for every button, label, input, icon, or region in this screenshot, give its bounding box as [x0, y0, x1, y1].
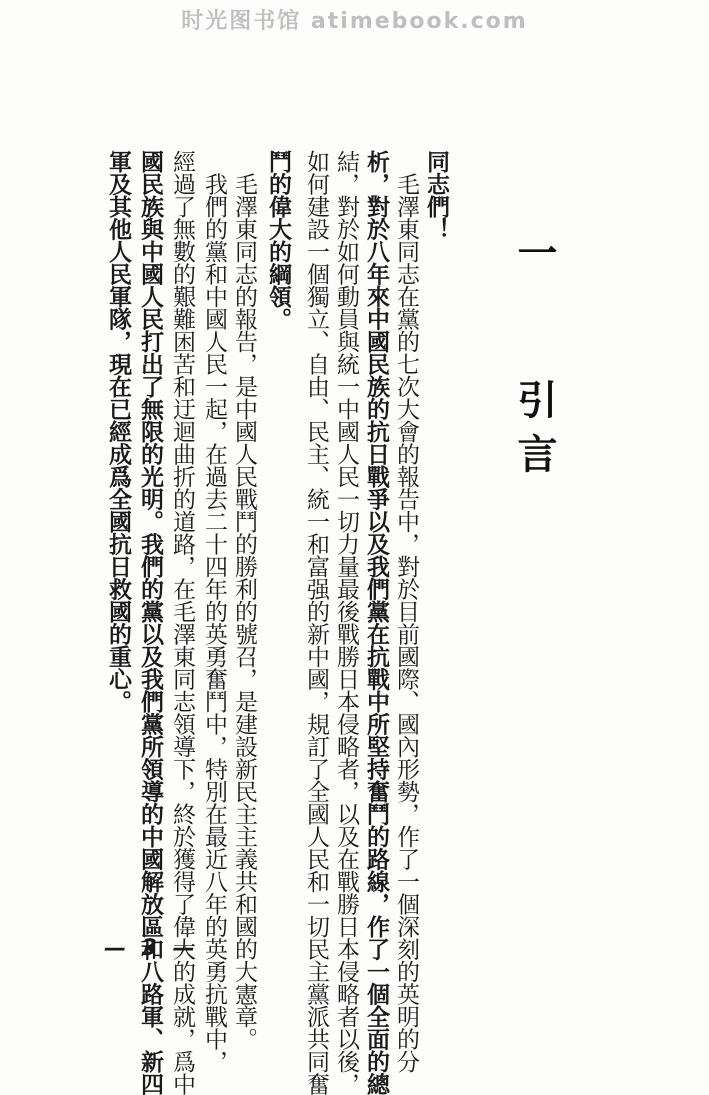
text-column: 鬥的偉大的綱領。 — [265, 150, 292, 330]
text-column-salutation: 同志們！ — [423, 150, 450, 240]
chapter-number: 一 — [511, 232, 558, 318]
text-column: 如何建設一個獨立、自由、民主、統一和富强的新中國，規訂了全國人民和一切民主黨派共同奮 — [303, 150, 329, 1095]
text-column: 軍及其他人民軍隊，現在已經成爲全國抗日救國的重心。 — [105, 150, 132, 713]
text-column: 毛澤東同志的報告，是中國人民戰鬥的勝利的號召，是建設新民主主義共和國的大憲章。 — [231, 150, 257, 1050]
chapter-title: 引言 — [511, 379, 558, 487]
text-column: 經過了無數的艱難困苦和迂迴曲折的道路，在毛澤東同志領導下，終於獲得了偉大的成就，爲中 — [169, 150, 195, 1095]
text-column: 毛澤東同志在黨的七次大會的報告中，對於目前國際、國內形勢，作了一個深刻的英明的分 — [393, 150, 419, 1073]
page-number: — 3 — — [104, 936, 199, 961]
chapter-heading — [506, 232, 563, 487]
text-column: 結，對於如何動員與統一中國人民一切力量最後戰勝日本侵略者，以及在戰勝日本侵略者以後， — [333, 150, 359, 1095]
text-column: 析，對於八年來中國民族的抗日戰爭以及我們黨在抗戰中所堅持奮鬥的路線，作了一個全面的總 — [363, 150, 390, 1095]
text-column: 國民族與中國人民打出了無限的光明。我們的黨以及我們黨所領導的中國解放區和八路軍、新四 — [137, 150, 164, 1095]
text-column: 我們的黨和中國人民一起，在過去二十四年的英勇奮鬥中，特別在最近八年的英勇抗戰中， — [201, 150, 227, 1073]
watermark: 时光图书馆 atimebook.com — [181, 9, 528, 34]
